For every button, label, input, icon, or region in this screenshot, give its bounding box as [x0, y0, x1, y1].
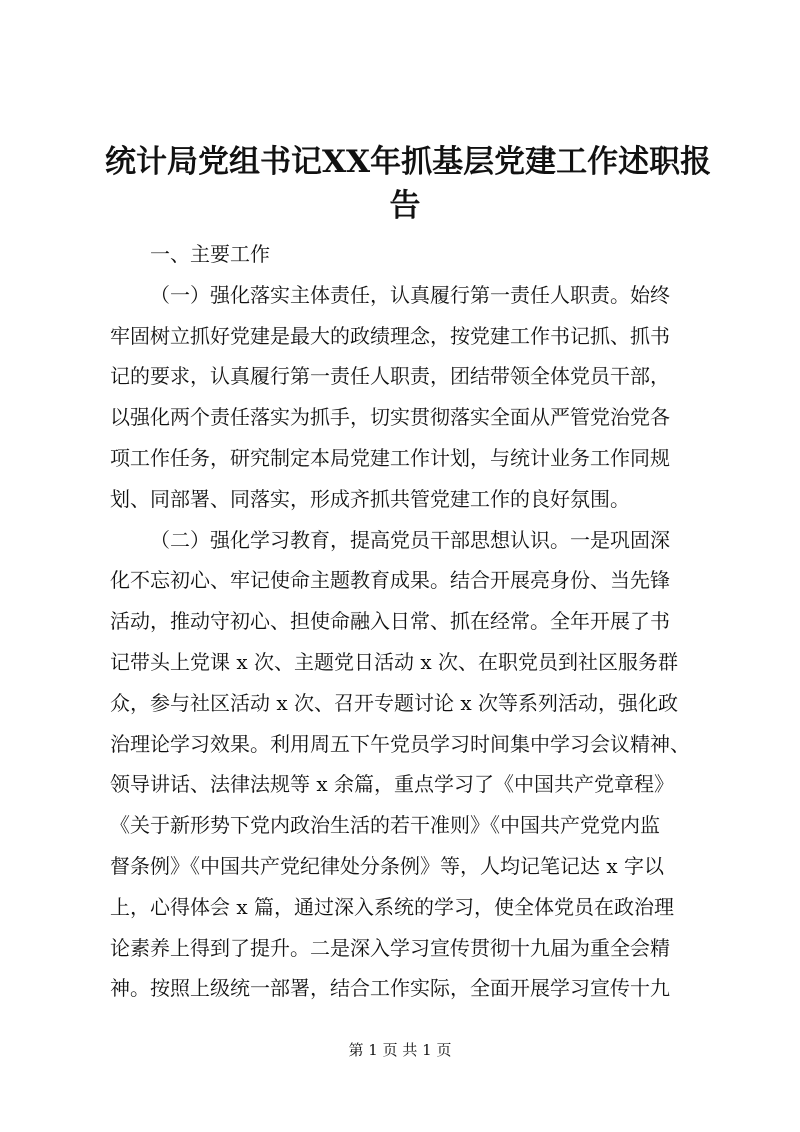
paragraph-1-line-1: （一）强化落实主体责任，认真履行第一责任人职责。始终 [150, 282, 670, 307]
page-footer: 第 1 页 共 1 页 [348, 1041, 452, 1059]
paragraph-2-line-2: 化不忘初心、牢记使命主题教育成果。结合开展亮身份、当先锋 [110, 568, 670, 593]
paragraph-2-line-7: 领导讲话、法律法规等 x 余篇，重点学习了《中国共产党章程》 [110, 772, 674, 797]
paragraph-2-line-5: 众，参与社区活动 x 次、召开专题讨论 x 次等系列活动，强化政 [110, 690, 678, 715]
title-line-1: 统计局党组书记XX年抓基层党建工作述职报 [105, 144, 712, 180]
paragraph-1-line-2: 牢固树立抓好党建是最大的政绩理念，按党建工作书记抓、抓书 [110, 323, 670, 348]
paragraph-2-line-10: 上，心得体会 x 篇，通过深入系统的学习，使全体党员在政治理 [110, 894, 674, 919]
paragraph-1-line-3: 记的要求，认真履行第一责任人职责，团结带领全体党员干部， [110, 364, 670, 389]
paragraph-1-line-4: 以强化两个责任落实为抓手，切实贯彻落实全面从严管党治党各 [110, 405, 670, 430]
section-heading: 一、主要工作 [150, 242, 270, 266]
title-line-2: 告 [389, 188, 421, 224]
paragraph-1-line-6: 划、同部署、同落实，形成齐抓共管党建工作的良好氛围。 [110, 486, 630, 511]
paragraph-2-line-6: 治理论学习效果。利用周五下午党员学习时间集中学习会议精神、 [110, 731, 690, 756]
paragraph-2-line-3: 活动，推动守初心、担使命融入日常、抓在经常。全年开展了书 [110, 609, 670, 634]
paragraph-2-line-11: 论素养上得到了提升。二是深入学习宣传贯彻十九届为重全会精 [110, 935, 670, 960]
paragraph-1-line-5: 项工作任务，研究制定本局党建工作计划，与统计业务工作同规 [110, 445, 670, 470]
paragraph-2-line-1: （二）强化学习教育，提高党员干部思想认识。一是巩固深 [150, 527, 670, 552]
document-title [105, 140, 712, 228]
paragraph-2-line-9: 督条例》《中国共产党纪律处分条例》等，人均记笔记达 x 字以 [110, 853, 664, 878]
paragraph-2-line-12: 神。按照上级统一部署，结合工作实际，全面开展学习宣传十九 [110, 976, 670, 1001]
paragraph-2-line-8: 《关于新形势下党内政治生活的若干准则》《中国共产党党内监 [110, 813, 660, 838]
paragraph-2-line-4: 记带头上党课 x 次、主题党日活动 x 次、在职党员到社区服务群 [110, 649, 678, 674]
document-body [110, 234, 700, 1009]
